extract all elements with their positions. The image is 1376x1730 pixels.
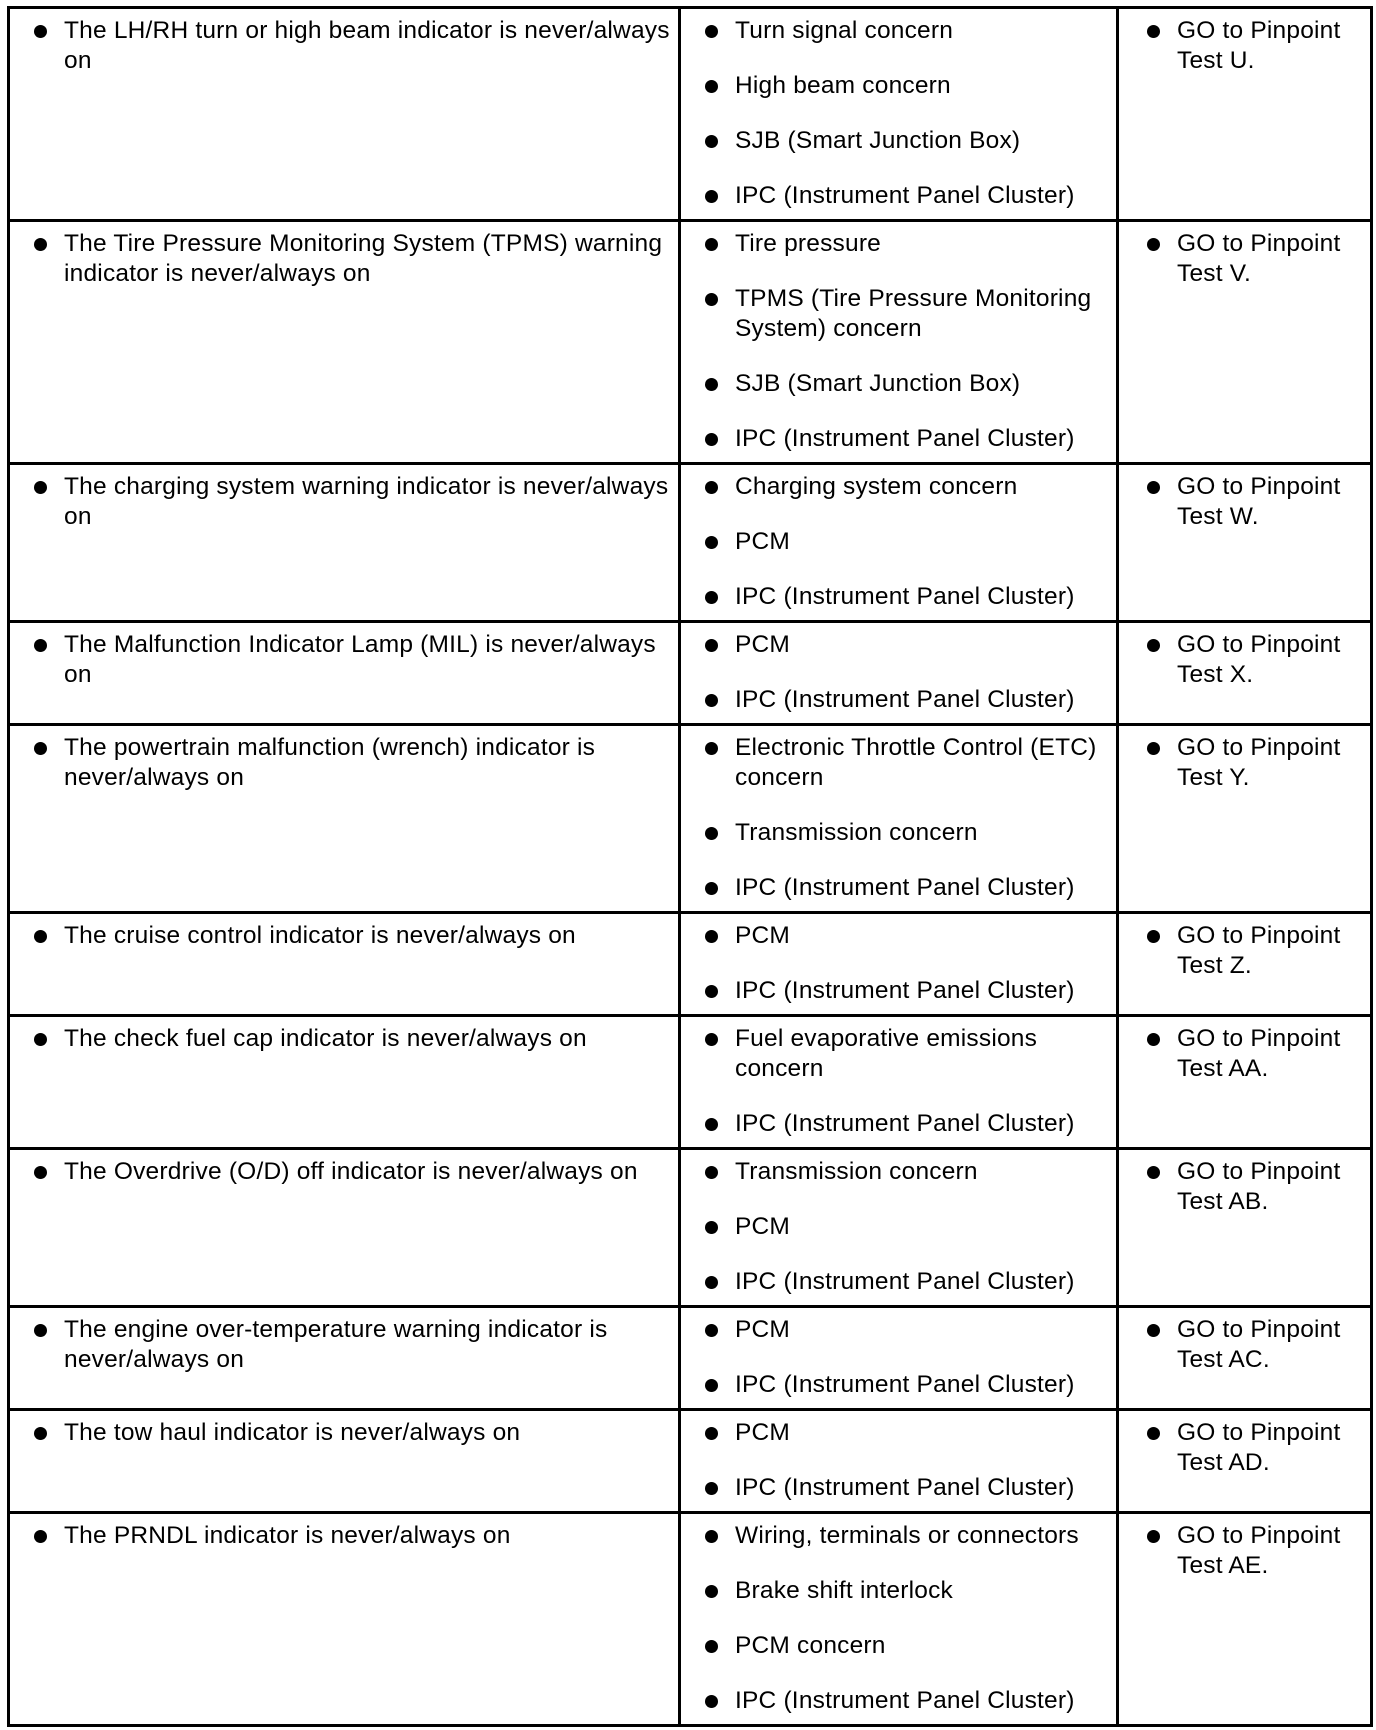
- condition-item: [18, 1157, 670, 1187]
- table-row: [9, 221, 1372, 464]
- possible-source-item: [689, 229, 1108, 259]
- bullet-icon: [1147, 1427, 1160, 1440]
- condition-item: [18, 921, 670, 951]
- table-row: [9, 913, 1372, 1016]
- possible-source-item-text: IPC (Instrument Panel Cluster): [735, 1371, 1075, 1398]
- action-cell: [1118, 1016, 1372, 1149]
- action-item-text: GO to Pinpoint Test X.: [1177, 631, 1341, 688]
- possible-source-item: [689, 921, 1108, 951]
- bullet-icon: [34, 639, 47, 652]
- action-list: [1127, 1418, 1362, 1478]
- possible-source-item-text: IPC (Instrument Panel Cluster): [735, 1110, 1075, 1137]
- possible-source-item-text: IPC (Instrument Panel Cluster): [735, 1268, 1075, 1295]
- possible-source-item-text: PCM: [735, 1316, 791, 1343]
- possible-source-item: [689, 472, 1108, 502]
- condition-item: [18, 1521, 670, 1551]
- bullet-icon: [705, 1221, 718, 1234]
- bullet-icon: [705, 882, 718, 895]
- bullet-icon: [1147, 742, 1160, 755]
- action-list: [1127, 16, 1362, 76]
- action-item-text: GO to Pinpoint Test V.: [1177, 230, 1341, 287]
- action-item-text: GO to Pinpoint Test Z.: [1177, 922, 1341, 979]
- action-cell: [1118, 1410, 1372, 1513]
- condition-item-text: The engine over-temperature warning indicator is never/always on: [64, 1316, 608, 1373]
- possible-sources-list: [689, 229, 1108, 454]
- condition-cell: [9, 221, 680, 464]
- possible-source-item-text: Brake shift interlock: [735, 1577, 953, 1604]
- possible-sources-list: [689, 1521, 1108, 1716]
- condition-cell: [9, 622, 680, 725]
- bullet-icon: [705, 433, 718, 446]
- table-row: [9, 1149, 1372, 1307]
- possible-sources-cell: [680, 622, 1118, 725]
- possible-source-item-text: Transmission concern: [735, 1158, 978, 1185]
- bullet-icon: [34, 1033, 47, 1046]
- bullet-icon: [705, 1482, 718, 1495]
- possible-source-item-text: Transmission concern: [735, 819, 978, 846]
- bullet-icon: [705, 238, 718, 251]
- bullet-icon: [34, 1530, 47, 1543]
- bullet-icon: [705, 1324, 718, 1337]
- action-item: [1127, 16, 1362, 76]
- bullet-icon: [705, 80, 718, 93]
- condition-cell: [9, 1016, 680, 1149]
- action-item: [1127, 1418, 1362, 1478]
- action-item-text: GO to Pinpoint Test AD.: [1177, 1419, 1341, 1476]
- condition-list: [18, 229, 670, 289]
- possible-source-item: [689, 16, 1108, 46]
- action-cell: [1118, 221, 1372, 464]
- table-row: [9, 1513, 1372, 1726]
- condition-item-text: The Overdrive (O/D) off indicator is never/always on: [64, 1158, 638, 1185]
- possible-sources-cell: [680, 1513, 1118, 1726]
- condition-item-text: The cruise control indicator is never/always on: [64, 922, 576, 949]
- possible-source-item: [689, 1315, 1108, 1345]
- possible-source-item-text: TPMS (Tire Pressure Monitoring System) concern: [735, 285, 1092, 342]
- condition-list: [18, 1521, 670, 1551]
- bullet-icon: [34, 1427, 47, 1440]
- condition-cell: [9, 1410, 680, 1513]
- possible-sources-cell: [680, 1149, 1118, 1307]
- possible-source-item: [689, 527, 1108, 557]
- condition-item-text: The charging system warning indicator is never/always on: [64, 473, 669, 530]
- table-row: [9, 464, 1372, 622]
- table-row: [9, 8, 1372, 221]
- action-list: [1127, 472, 1362, 532]
- bullet-icon: [705, 1379, 718, 1392]
- possible-source-item: [689, 733, 1108, 793]
- possible-source-item-text: PCM: [735, 631, 791, 658]
- possible-source-item: [689, 1686, 1108, 1716]
- bullet-icon: [705, 293, 718, 306]
- table-row: [9, 622, 1372, 725]
- bullet-icon: [34, 238, 47, 251]
- possible-source-item-text: IPC (Instrument Panel Cluster): [735, 182, 1075, 209]
- action-item-text: GO to Pinpoint Test W.: [1177, 473, 1341, 530]
- possible-source-item: [689, 71, 1108, 101]
- possible-source-item-text: SJB (Smart Junction Box): [735, 370, 1021, 397]
- action-list: [1127, 1157, 1362, 1217]
- bullet-icon: [705, 135, 718, 148]
- condition-item-text: The tow haul indicator is never/always on: [64, 1419, 521, 1446]
- bullet-icon: [1147, 1033, 1160, 1046]
- condition-cell: [9, 1307, 680, 1410]
- action-item-text: GO to Pinpoint Test U.: [1177, 17, 1341, 74]
- possible-source-item: [689, 1157, 1108, 1187]
- condition-list: [18, 630, 670, 690]
- possible-source-item-text: Fuel evaporative emissions concern: [735, 1025, 1038, 1082]
- possible-source-item-text: PCM: [735, 528, 791, 555]
- possible-source-item: [689, 1418, 1108, 1448]
- possible-source-item-text: Wiring, terminals or connectors: [735, 1522, 1079, 1549]
- action-item: [1127, 1157, 1362, 1217]
- table-row: [9, 1016, 1372, 1149]
- action-item-text: GO to Pinpoint Test Y.: [1177, 734, 1341, 791]
- action-item: [1127, 1315, 1362, 1375]
- bullet-icon: [1147, 481, 1160, 494]
- condition-item-text: The powertrain malfunction (wrench) indicator is never/always on: [64, 734, 596, 791]
- condition-item-text: The Tire Pressure Monitoring System (TPMS) warning indicator is never/always on: [64, 230, 663, 287]
- possible-source-item: [689, 424, 1108, 454]
- condition-list: [18, 1315, 670, 1375]
- condition-item: [18, 1418, 670, 1448]
- condition-cell: [9, 1513, 680, 1726]
- condition-list: [18, 1157, 670, 1187]
- condition-item: [18, 16, 670, 76]
- possible-sources-cell: [680, 1307, 1118, 1410]
- table-row: [9, 1410, 1372, 1513]
- action-list: [1127, 733, 1362, 793]
- possible-sources-list: [689, 1418, 1108, 1503]
- bullet-icon: [705, 827, 718, 840]
- possible-source-item-text: PCM concern: [735, 1632, 886, 1659]
- bullet-icon: [705, 1427, 718, 1440]
- possible-source-item: [689, 1576, 1108, 1606]
- possible-source-item-text: IPC (Instrument Panel Cluster): [735, 583, 1075, 610]
- bullet-icon: [1147, 1324, 1160, 1337]
- condition-cell: [9, 725, 680, 913]
- possible-source-item-text: High beam concern: [735, 72, 951, 99]
- condition-item-text: The LH/RH turn or high beam indicator is never/always on: [64, 17, 670, 74]
- possible-source-item: [689, 1212, 1108, 1242]
- action-item: [1127, 630, 1362, 690]
- possible-sources-cell: [680, 221, 1118, 464]
- condition-item: [18, 229, 670, 289]
- possible-source-item: [689, 1631, 1108, 1661]
- action-item: [1127, 229, 1362, 289]
- possible-sources-list: [689, 472, 1108, 612]
- condition-item-text: The Malfunction Indicator Lamp (MIL) is never/always on: [64, 631, 656, 688]
- possible-source-item: [689, 1521, 1108, 1551]
- possible-source-item: [689, 1267, 1108, 1297]
- bullet-icon: [705, 694, 718, 707]
- table-row: [9, 1307, 1372, 1410]
- possible-source-item-text: Tire pressure: [735, 230, 882, 257]
- possible-source-item-text: Electronic Throttle Control (ETC) concern: [735, 734, 1097, 791]
- possible-sources-cell: [680, 464, 1118, 622]
- bullet-icon: [705, 930, 718, 943]
- possible-source-item: [689, 873, 1108, 903]
- action-cell: [1118, 8, 1372, 221]
- condition-cell: [9, 8, 680, 221]
- bullet-icon: [705, 591, 718, 604]
- action-list: [1127, 1521, 1362, 1581]
- action-item-text: GO to Pinpoint Test AE.: [1177, 1522, 1341, 1579]
- condition-item: [18, 472, 670, 532]
- possible-sources-cell: [680, 913, 1118, 1016]
- action-cell: [1118, 1307, 1372, 1410]
- action-list: [1127, 921, 1362, 981]
- bullet-icon: [705, 1118, 718, 1131]
- possible-source-item-text: PCM: [735, 1419, 791, 1446]
- bullet-icon: [705, 985, 718, 998]
- bullet-icon: [34, 481, 47, 494]
- possible-source-item: [689, 630, 1108, 660]
- possible-source-item-text: IPC (Instrument Panel Cluster): [735, 874, 1075, 901]
- action-list: [1127, 1315, 1362, 1375]
- condition-list: [18, 1418, 670, 1448]
- action-cell: [1118, 913, 1372, 1016]
- action-item: [1127, 1024, 1362, 1084]
- bullet-icon: [705, 25, 718, 38]
- bullet-icon: [1147, 1166, 1160, 1179]
- action-list: [1127, 229, 1362, 289]
- condition-item: [18, 630, 670, 690]
- possible-sources-cell: [680, 725, 1118, 913]
- bullet-icon: [34, 742, 47, 755]
- possible-source-item-text: IPC (Instrument Panel Cluster): [735, 977, 1075, 1004]
- bullet-icon: [705, 639, 718, 652]
- condition-item-text: The PRNDL indicator is never/always on: [64, 1522, 511, 1549]
- bullet-icon: [705, 1276, 718, 1289]
- possible-source-item-text: Charging system concern: [735, 473, 1018, 500]
- bullet-icon: [705, 190, 718, 203]
- action-list: [1127, 630, 1362, 690]
- bullet-icon: [705, 1530, 718, 1543]
- action-item: [1127, 472, 1362, 532]
- possible-source-item: [689, 1109, 1108, 1139]
- possible-sources-list: [689, 630, 1108, 715]
- action-cell: [1118, 1513, 1372, 1726]
- bullet-icon: [705, 536, 718, 549]
- bullet-icon: [705, 1640, 718, 1653]
- possible-source-item-text: SJB (Smart Junction Box): [735, 127, 1021, 154]
- bullet-icon: [705, 1695, 718, 1708]
- possible-source-item: [689, 1473, 1108, 1503]
- condition-list: [18, 733, 670, 793]
- possible-source-item: [689, 369, 1108, 399]
- bullet-icon: [1147, 639, 1160, 652]
- bullet-icon: [705, 1033, 718, 1046]
- action-cell: [1118, 1149, 1372, 1307]
- bullet-icon: [705, 1166, 718, 1179]
- possible-source-item: [689, 1370, 1108, 1400]
- possible-sources-list: [689, 1157, 1108, 1297]
- possible-source-item: [689, 685, 1108, 715]
- bullet-icon: [1147, 930, 1160, 943]
- action-item-text: GO to Pinpoint Test AA.: [1177, 1025, 1341, 1082]
- bullet-icon: [705, 1585, 718, 1598]
- bullet-icon: [34, 1166, 47, 1179]
- action-item: [1127, 921, 1362, 981]
- condition-item-text: The check fuel cap indicator is never/always on: [64, 1025, 587, 1052]
- condition-list: [18, 921, 670, 951]
- possible-sources-list: [689, 1315, 1108, 1400]
- possible-source-item: [689, 284, 1108, 344]
- possible-source-item: [689, 976, 1108, 1006]
- bullet-icon: [34, 25, 47, 38]
- possible-source-item-text: IPC (Instrument Panel Cluster): [735, 1474, 1075, 1501]
- possible-source-item: [689, 818, 1108, 848]
- bullet-icon: [34, 1324, 47, 1337]
- action-item-text: GO to Pinpoint Test AC.: [1177, 1316, 1341, 1373]
- possible-sources-cell: [680, 1410, 1118, 1513]
- condition-list: [18, 472, 670, 532]
- possible-source-item: [689, 126, 1108, 156]
- possible-source-item: [689, 1024, 1108, 1084]
- possible-sources-list: [689, 733, 1108, 903]
- action-item-text: GO to Pinpoint Test AB.: [1177, 1158, 1341, 1215]
- condition-item: [18, 1024, 670, 1054]
- possible-source-item-text: PCM: [735, 1213, 791, 1240]
- condition-item: [18, 733, 670, 793]
- bullet-icon: [1147, 25, 1160, 38]
- bullet-icon: [705, 481, 718, 494]
- bullet-icon: [705, 742, 718, 755]
- possible-source-item: [689, 181, 1108, 211]
- possible-source-item-text: IPC (Instrument Panel Cluster): [735, 425, 1075, 452]
- bullet-icon: [34, 930, 47, 943]
- possible-source-item-text: PCM: [735, 922, 791, 949]
- action-list: [1127, 1024, 1362, 1084]
- condition-cell: [9, 913, 680, 1016]
- bullet-icon: [705, 378, 718, 391]
- action-cell: [1118, 622, 1372, 725]
- possible-sources-list: [689, 1024, 1108, 1139]
- possible-sources-list: [689, 921, 1108, 1006]
- bullet-icon: [1147, 1530, 1160, 1543]
- action-cell: [1118, 725, 1372, 913]
- table-body: [9, 8, 1372, 1726]
- possible-source-item-text: IPC (Instrument Panel Cluster): [735, 686, 1075, 713]
- possible-sources-cell: [680, 1016, 1118, 1149]
- possible-source-item-text: Turn signal concern: [735, 17, 954, 44]
- condition-cell: [9, 1149, 680, 1307]
- bullet-icon: [1147, 238, 1160, 251]
- symptom-chart-table: [7, 6, 1373, 1727]
- action-item: [1127, 1521, 1362, 1581]
- condition-cell: [9, 464, 680, 622]
- action-item: [1127, 733, 1362, 793]
- condition-list: [18, 16, 670, 76]
- condition-list: [18, 1024, 670, 1054]
- action-cell: [1118, 464, 1372, 622]
- possible-source-item: [689, 582, 1108, 612]
- possible-sources-cell: [680, 8, 1118, 221]
- possible-sources-list: [689, 16, 1108, 211]
- condition-item: [18, 1315, 670, 1375]
- possible-source-item-text: IPC (Instrument Panel Cluster): [735, 1687, 1075, 1714]
- table-row: [9, 725, 1372, 913]
